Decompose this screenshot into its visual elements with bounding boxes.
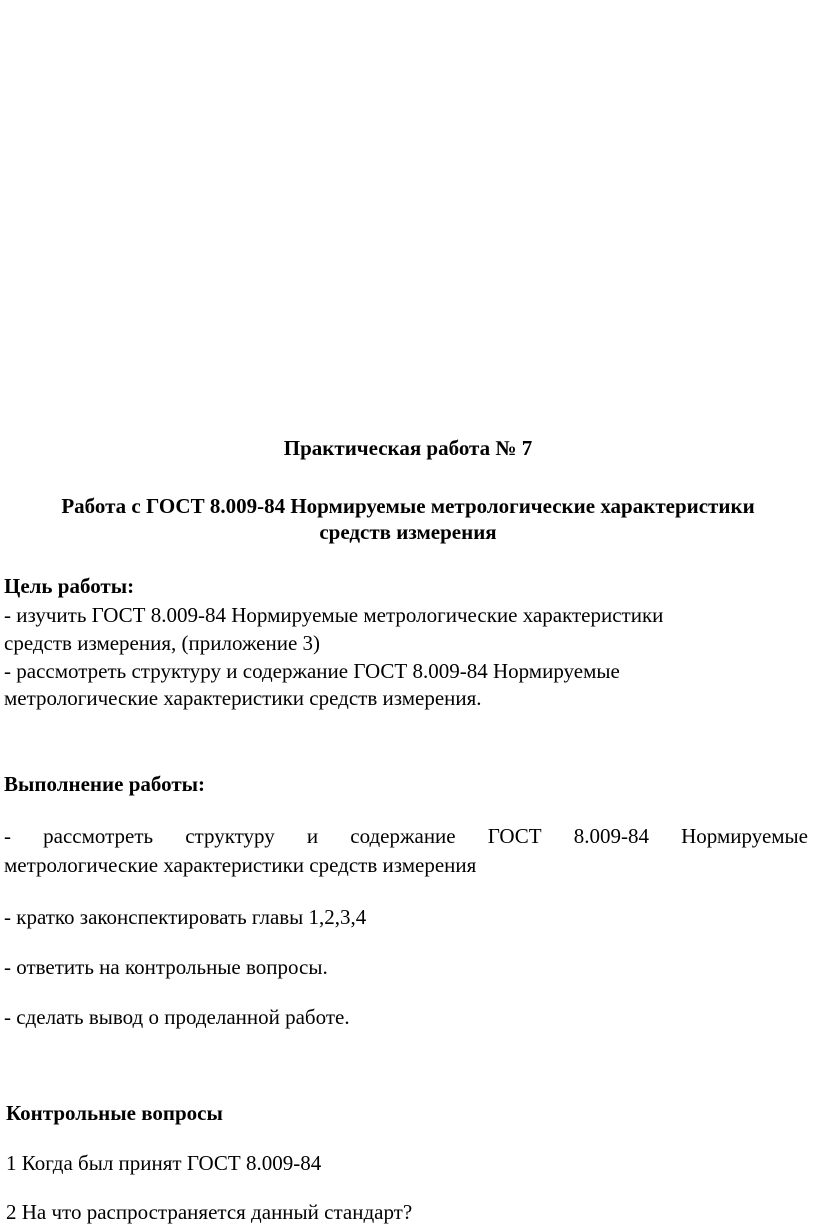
execution-item-3: - ответить на контрольные вопросы. bbox=[4, 955, 328, 979]
execution-heading: Выполнение работы: bbox=[4, 772, 206, 796]
word: рассмотреть bbox=[43, 824, 154, 848]
goal-line-1: - изучить ГОСТ 8.009-84 Нормируемые метрологические характеристики bbox=[4, 603, 664, 627]
word: 8.009-84 bbox=[573, 824, 649, 848]
subtitle-line-2: средств измерения bbox=[319, 520, 497, 544]
goal-line-4: метрологические характеристики средств измерения. bbox=[4, 686, 482, 710]
goal-line-3: - рассмотреть структуру и содержание ГОСТ 8.009-84 Нормируемые bbox=[4, 659, 620, 683]
word: ГОСТ bbox=[487, 824, 542, 848]
subtitle-line-1: Работа с ГОСТ 8.009-84 Нормируемые метрологические характеристики bbox=[61, 494, 755, 518]
execution-item-1-line-2: метрологические характеристики средств измерения bbox=[4, 853, 477, 877]
goal-heading: Цель работы: bbox=[4, 574, 135, 598]
word: Нормируемые bbox=[681, 824, 808, 848]
execution-item-2: - кратко законспектировать главы 1,2,3,4 bbox=[4, 905, 367, 929]
goal-line-2: средств измерения, (приложение 3) bbox=[4, 631, 321, 655]
word: содержание bbox=[350, 824, 456, 848]
question-2: 2 На что распространяется данный стандарт? bbox=[6, 1200, 413, 1224]
word: и bbox=[306, 824, 319, 848]
execution-item-1-line-1 bbox=[4, 824, 808, 848]
execution-item-4: - сделать вывод о проделанной работе. bbox=[4, 1005, 350, 1029]
question-1: 1 Когда был принят ГОСТ 8.009-84 bbox=[6, 1151, 322, 1175]
questions-heading: Контрольные вопросы bbox=[6, 1101, 223, 1125]
word: структуру bbox=[185, 824, 275, 848]
page-title: Практическая работа № 7 bbox=[283, 436, 533, 460]
word: - bbox=[4, 824, 11, 848]
